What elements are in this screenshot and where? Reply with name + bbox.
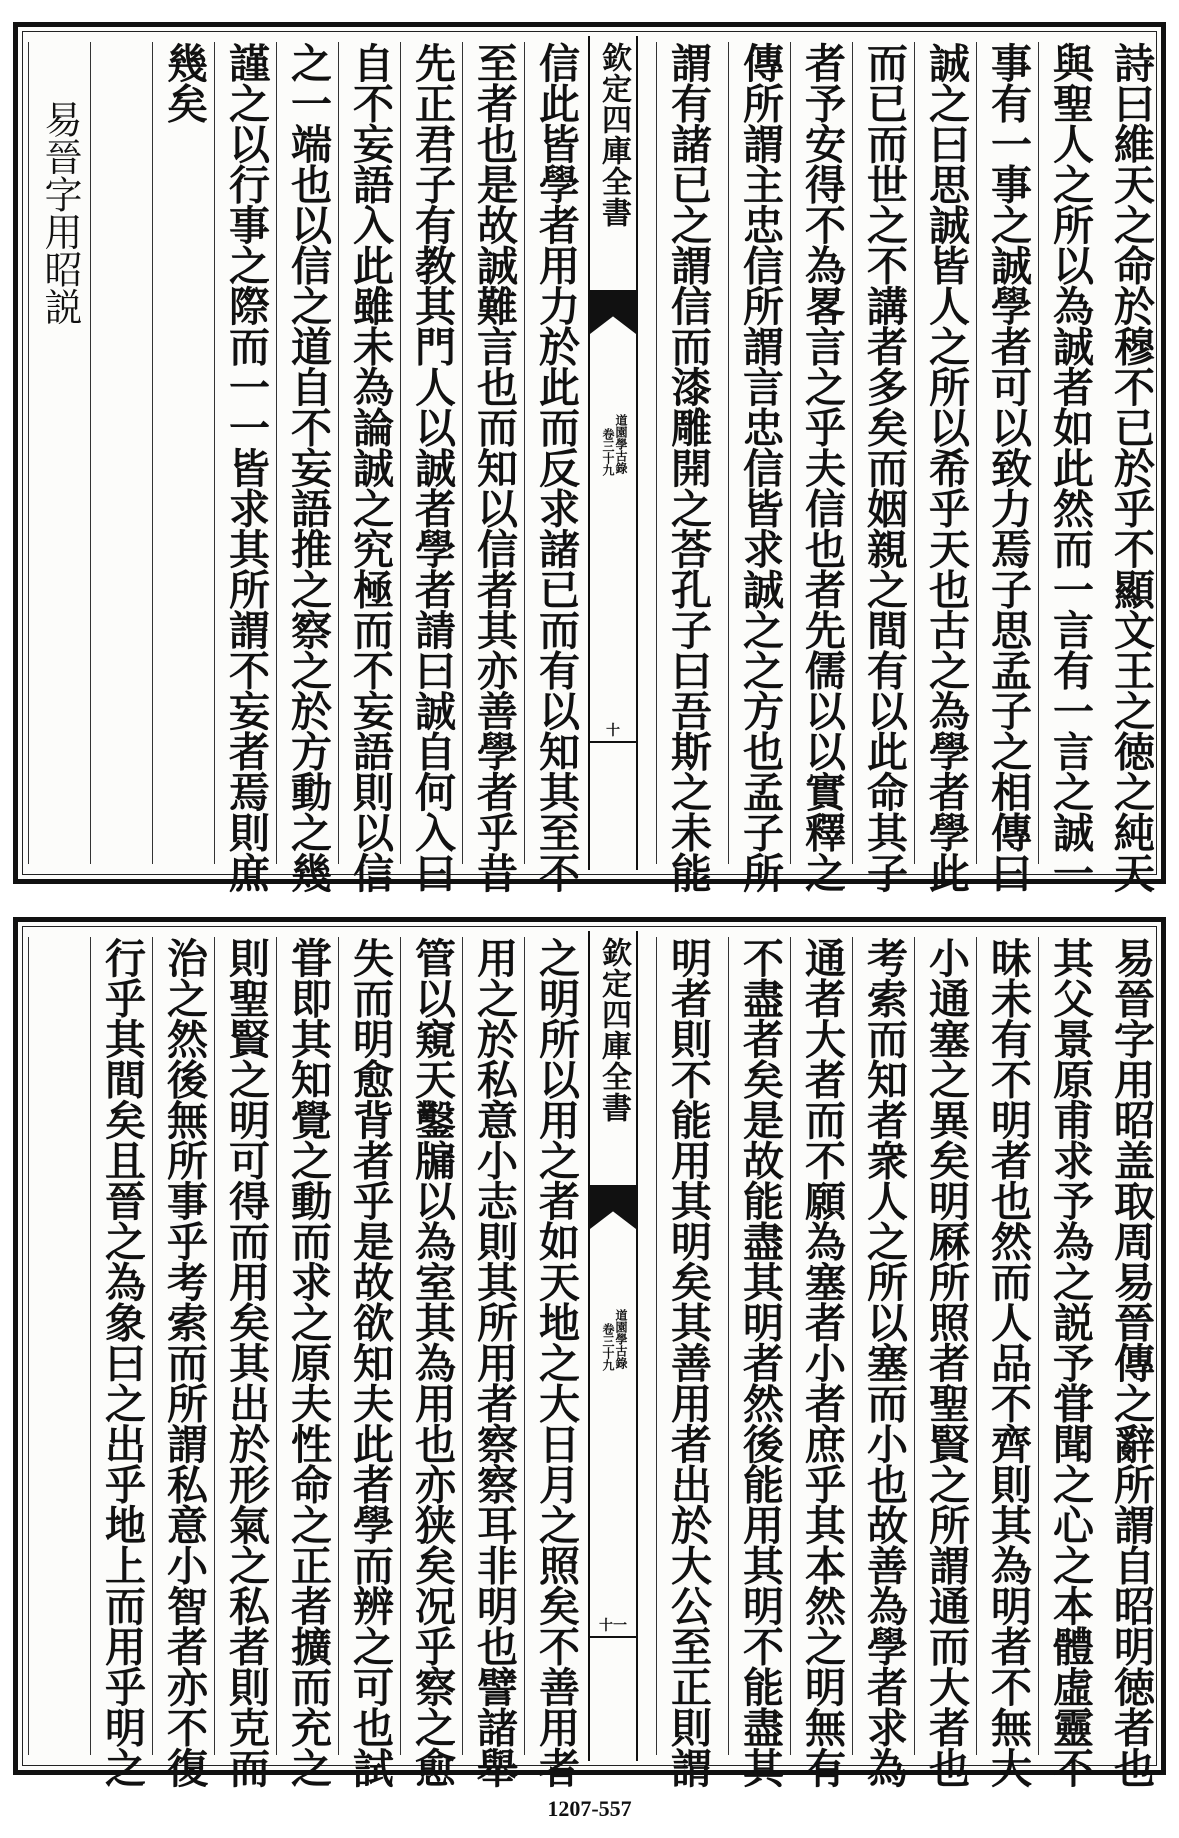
text-column: [790, 42, 853, 893]
column-text: 明者則不能用其明矣其善用者出於大公至正則謂: [664, 937, 712, 1788]
text-column: [90, 42, 153, 864]
text-column: [914, 42, 977, 893]
bottom-page: [13, 917, 1166, 1788]
column-text: 行乎其間矣且晉之為象曰之出乎地上而用乎明之: [98, 937, 146, 1788]
text-column: [524, 42, 587, 893]
column-text: 詩曰維天之命於穆不已於乎不顯文王之徳之純天: [1107, 42, 1155, 893]
column-text: 傳所謂主忠信所謂言忠信皆求誠之之方也孟子所: [736, 42, 784, 893]
center-book-title: 欽定四庫全書: [590, 42, 636, 228]
column-text: 先正君子有教其門人以誠者學者請曰誠自何入曰: [408, 42, 456, 893]
center-rule: [590, 1636, 636, 1638]
text-column: [728, 42, 791, 893]
top-page-inner-frame: [22, 31, 1157, 893]
text-column: [214, 937, 277, 1788]
center-strip: [588, 931, 638, 1761]
column-text: 之明所以用之者如天地之大日月之照矣不善用者: [532, 937, 580, 1788]
fish-tail-mark: [590, 290, 636, 334]
center-rule: [590, 741, 636, 743]
text-column: [976, 937, 1039, 1788]
column-text: 通者大者而不願為塞者小者庶乎其本然之明無有: [798, 937, 846, 1788]
center-volume: 卷三十九: [601, 428, 615, 476]
text-column: [852, 42, 915, 893]
column-text: 信此皆學者用力於此而反求諸已而有以知其至不: [532, 42, 580, 893]
text-column: [1038, 42, 1101, 893]
column-text: 昧未有不明者也然而人品不齊則其為明者不無大: [984, 937, 1032, 1788]
column-text: 謂有諸已之謂信而漆雕開之荅孔子曰吾斯之未能: [664, 42, 712, 893]
center-subtitle: 道園學古錄: [614, 414, 628, 474]
column-text: 則聖賢之明可得而用矣其出於形氣之私者則克而: [222, 937, 270, 1788]
folio-number: 十一: [599, 1618, 627, 1634]
column-text: 用之於私意小志則其所用者察察耳非明也譬諸舉: [470, 937, 518, 1788]
fish-tail-mark: [590, 1185, 636, 1229]
top-page: [13, 22, 1166, 893]
page-number: 1207-557: [547, 1796, 632, 1821]
column-text: 幾矣: [160, 42, 208, 123]
text-column: [1038, 937, 1101, 1788]
bottom-page-inner-frame: [22, 926, 1157, 1788]
folio-number: 十: [606, 723, 620, 739]
text-column: [152, 42, 215, 864]
column-text: 之一端也以信之道自不妄語推之察之於方動之幾: [284, 42, 332, 893]
column-text: 與聖人之所以為誠者如此然而一言有一言之誠一: [1046, 42, 1094, 893]
column-text: 治之然後無所事乎考索而所謂私意小智者亦不復: [160, 937, 208, 1788]
text-column: [400, 42, 463, 893]
column-text: 誠之曰思誠皆人之所以希乎天也古之為學者學此: [922, 42, 970, 893]
text-column-edge: [28, 937, 91, 1755]
text-column: [656, 937, 719, 1788]
text-column: [656, 42, 719, 893]
center-book-title: 欽定四庫全書: [590, 937, 636, 1123]
text-column: [338, 937, 401, 1788]
column-text: 者予安得不為畧言之乎夫信也者先儒以以實釋之: [798, 42, 846, 893]
text-column: [214, 42, 277, 893]
text-column: [1100, 42, 1162, 893]
text-column: [790, 937, 853, 1788]
text-column: [90, 937, 153, 1788]
column-text: 其父景原甫求予為之説予甞聞之心之本體虛靈不: [1046, 937, 1094, 1788]
column-text: 小通塞之異矣明厤所照者聖賢之所謂通而大者也: [922, 937, 970, 1788]
text-column: [852, 937, 915, 1788]
column-text: 事有一事之誠學者可以致力焉子思孟子之相傳曰: [984, 42, 1032, 893]
text-column: [28, 42, 91, 864]
column-text: 至者也是故誠難言也而知以信者其亦善學者乎昔: [470, 42, 518, 893]
column-text: 考索而知者衆人之所以塞而小也故善為學者求為: [860, 937, 908, 1788]
text-column: [976, 42, 1039, 893]
text-column: [1100, 937, 1162, 1788]
text-column: [524, 937, 587, 1788]
column-text: 不盡者矣是故能盡其明者然後能用其明不能盡其: [736, 937, 784, 1788]
column-text: 甞即其知覺之動而求之原夫性命之正者擴而充之: [284, 937, 332, 1788]
text-column: [728, 937, 791, 1788]
center-subtitle: 道園學古錄: [614, 1309, 628, 1369]
column-text: 謹之以行事之際而一一皆求其所謂不妄者焉則庶: [222, 42, 270, 893]
text-column: [152, 937, 215, 1788]
text-column: [462, 937, 525, 1788]
column-text: 易晉字用昭盖取周易晉傳之辭所謂自昭明徳者也: [1107, 937, 1155, 1788]
text-column: [338, 42, 401, 893]
section-title: 易晉字用昭説: [38, 100, 82, 325]
text-column: [462, 42, 525, 893]
text-column: [400, 937, 463, 1788]
column-text: 而已而世之不講者多矣而姻親之間有以此命其子: [860, 42, 908, 893]
column-text: 失而明愈背者乎是故欲知夫此者學而辨之可也試: [346, 937, 394, 1788]
column-text: 管以窺天鑿牖以為室其為用也亦狭矣况乎察之愈: [408, 937, 456, 1788]
text-column: [276, 937, 339, 1788]
text-column: [276, 42, 339, 893]
center-strip: [588, 36, 638, 870]
center-volume: 卷三十九: [601, 1323, 615, 1371]
text-column: [914, 937, 977, 1788]
column-text: 自不妄語入此雖未為論誠之究極而不妄語則以信: [346, 42, 394, 893]
